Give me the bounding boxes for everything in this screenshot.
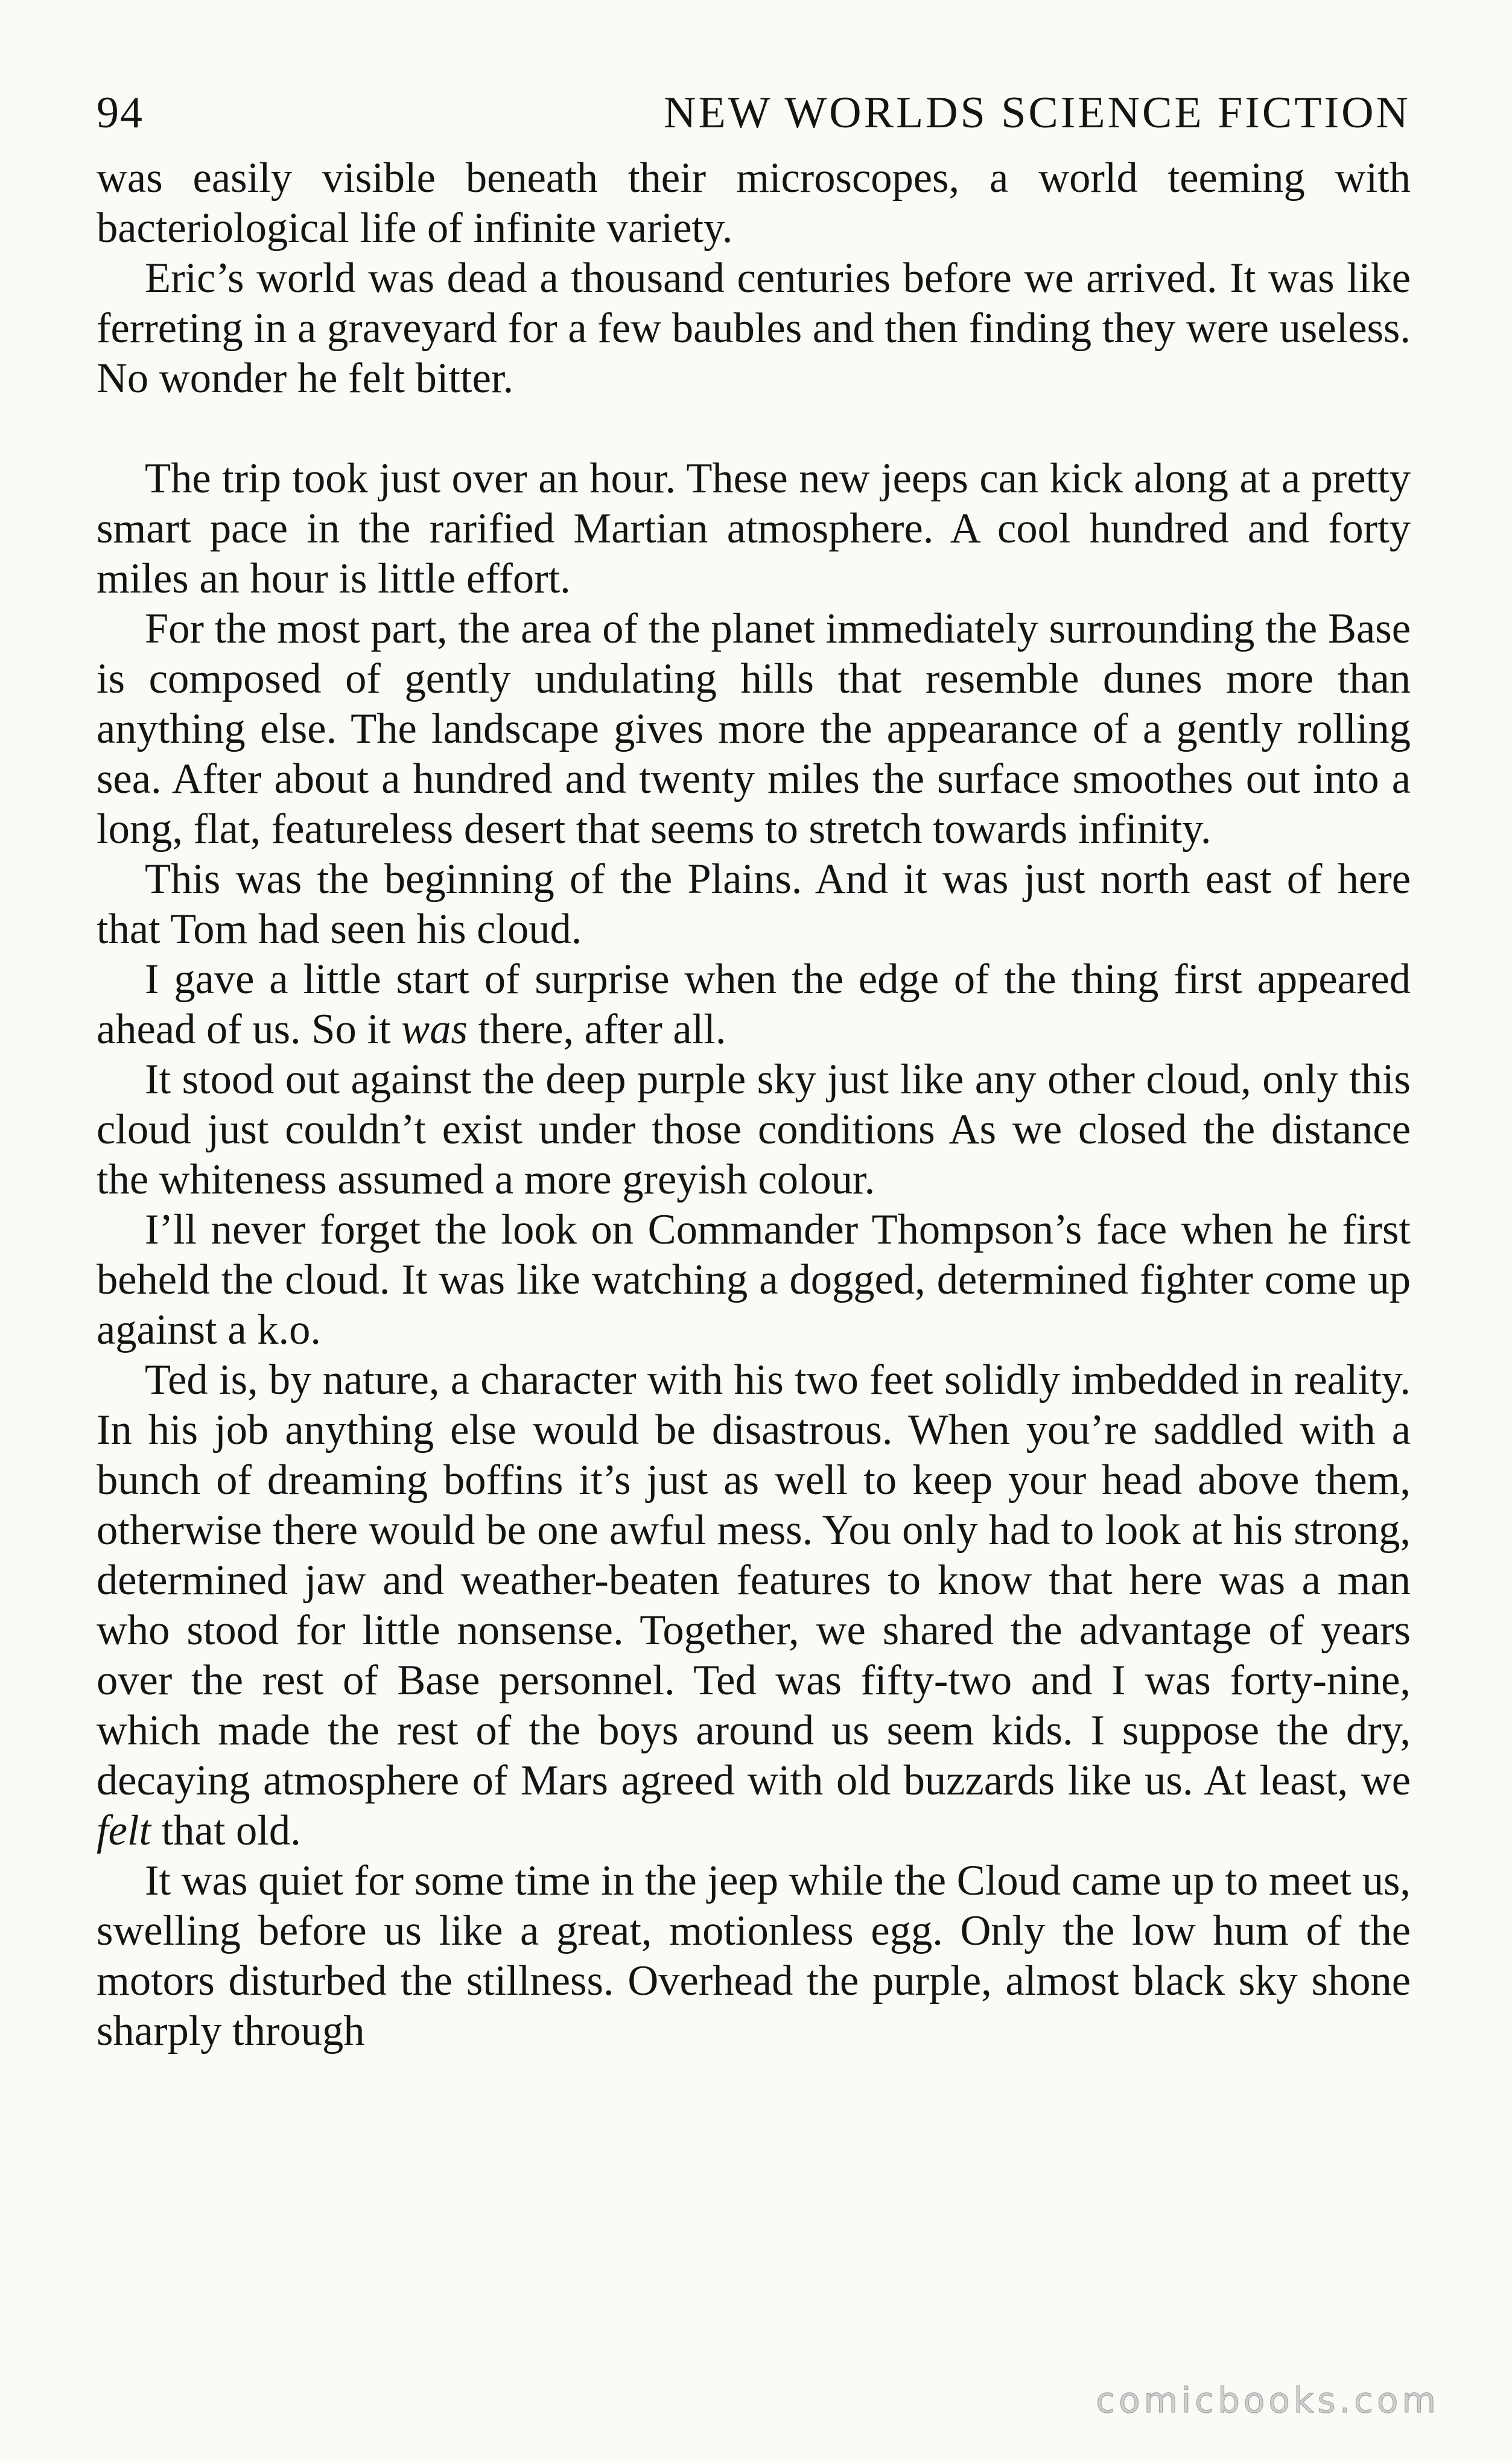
body-text (97, 153, 1411, 2056)
paragraph-text: there, after all. (467, 1006, 726, 1053)
paragraph-text: This was the beginning of the Plains. And it was just north east of here that Tom had seen his cloud. (97, 856, 1411, 953)
paragraph-text: It stood out against the deep purple sky just like any other cloud, only this cloud just couldn’t exist under those conditions As we closed the distance the whiteness assumed a more greyish colour. (97, 1056, 1411, 1203)
paragraph-text: I’ll never forget the look on Commander Thompson’s face when he first beheld the cloud. It was like watching a dogged, determined fighter come up against a k.o. (97, 1206, 1411, 1353)
emphasis-text: was (401, 1006, 468, 1053)
paragraph-text: I gave a little start of surprise when the edge of the thing first appeared ahead of us. So it (97, 956, 1411, 1053)
paragraph (97, 253, 1411, 404)
paragraph (97, 1205, 1411, 1355)
watermark: comicbooks.com (1096, 2380, 1440, 2421)
paragraph (97, 604, 1411, 854)
paragraph (97, 1856, 1411, 2056)
paragraph-text: It was quiet for some time in the jeep while the Cloud came up to meet us, swelling before us like a great, motionless egg. Only the low hum of the motors disturbed the stillness. Overhead the purple, almost black sky shone sharply through (97, 1857, 1411, 2055)
paragraph (97, 1355, 1411, 1856)
paragraph (97, 854, 1411, 955)
paragraph-text: For the most part, the area of the planet immediately surrounding the Base is composed of gently undulating hills that resemble dunes more than anything else. The landscape gives more the appearance of a gently rolling sea. After about a hundred and twenty miles the surface smoothes out into a long, flat, featureless desert that seems to stretch towards infinity. (97, 605, 1411, 853)
paragraph-text: was easily visible beneath their microscopes, a world teeming with bacteriological life of infinite variety. (97, 154, 1411, 252)
paragraph (97, 1055, 1411, 1205)
page-number: 94 (97, 88, 144, 138)
emphasis-text: felt (97, 1807, 151, 1854)
paragraph (97, 454, 1411, 604)
book-page (97, 88, 1411, 2056)
running-title: NEW WORLDS SCIENCE FICTION (664, 88, 1411, 138)
paragraph-text: Ted is, by nature, a character with his two feet solidly imbedded in reality. In his job anything else would be disastrous. When you’re saddled with a bunch of dreaming boffins it’s just as well to keep your head above them, otherwise there would be one awful mess. You only had to look at his strong, determined jaw and weather-beaten features to know that here was a man who stood for little nonsense. Together, we shared the advantage of years over the rest of Base personnel. Ted was fifty-two and I was forty-nine, which made the rest of the boys around us seem kids. I suppose the dry, decaying atmosphere of Mars agreed with old buzzards like us. At least, we (97, 1356, 1411, 1804)
running-header (97, 88, 1411, 138)
paragraph-text: Eric’s world was dead a thousand centuries before we arrived. It was like ferreting in a graveyard for a few baubles and then finding they were useless. No wonder he felt bitter. (97, 255, 1411, 402)
paragraph (97, 955, 1411, 1055)
paragraph-text: The trip took just over an hour. These new jeeps can kick along at a pretty smart pace in the rarified Martian atmosphere. A cool hundred and forty miles an hour is little effort. (97, 455, 1411, 602)
paragraph-continuation (97, 153, 1411, 253)
paragraph-text: that old. (151, 1807, 301, 1854)
